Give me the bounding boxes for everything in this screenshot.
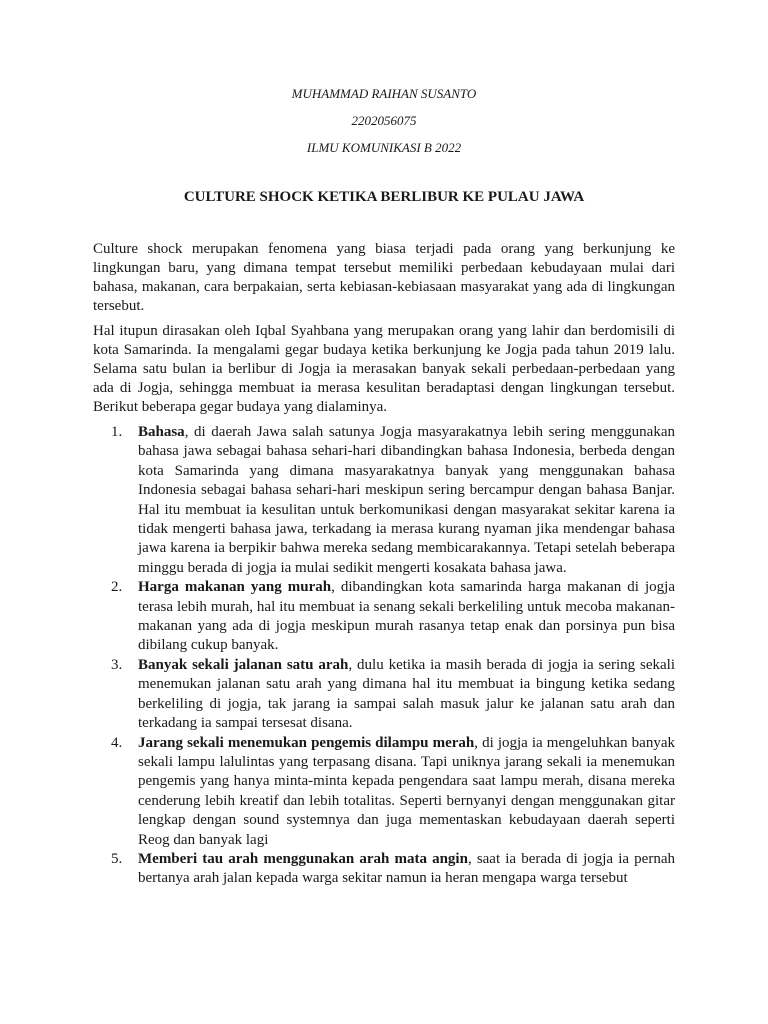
student-id: 2202056075 (351, 113, 417, 128)
list-number: 5. (111, 850, 123, 867)
paragraph-context: Hal itupun dirasakan oleh Iqbal Syahbana yang merupakan orang yang lahir dan berdomisili di kota Samarinda. Ia mengalami gegar budaya ketika berkunjung ke Jogja pada tahun 2019 lalu. Selama satu bulan ia berlibur di Jogja ia merasakan banyak sekali perbedaan-perbedaan yang ada di Jogja, sehingga membuat ia merasa kesulitan beradaptasi dengan lingkungan tersebut. Berikut beberapa gegar budaya yang dialaminya. (93, 323, 675, 415)
list-item (93, 423, 675, 578)
list-item (93, 656, 675, 734)
list-item-heading: Bahasa (138, 424, 185, 440)
list-item-heading: Memberi tau arah menggunakan arah mata angin (138, 850, 468, 867)
page-title: CULTURE SHOCK KETIKA BERLIBUR KE PULAU JAWA (183, 189, 585, 205)
author-name: MUHAMMAD RAIHAN SUSANTO (291, 86, 477, 101)
list-item (93, 578, 675, 656)
list-item-text: , di jogja ia mengeluhkan banyak sekali lampu lalulintas yang terpasang disana. Tapi uniknya jarang sekali ia menemukan pengemis yang hanya minta-minta kepada pengendara saat lampu merah, disana mereka cenderung lebih kreatif dan lebih totalitas. Seperti bernyanyi dengan menggunakan gitar lengkap dengan sound systemnya dan juga mementaskan kebudayaan daerah seperti Reog dan banyak lagi (138, 734, 675, 848)
culture-shock-list (93, 423, 675, 889)
list-item-text: , dulu ketika ia masih berada di jogja ia sering sekali menemukan jalanan satu arah yang dimana hal itu membuat ia bingung ketika sedang berkeliling di jogja, tak jarang ia sampai salah masuk jalur ke jalanan satu arah dan terkadang ia sampai tersesat disana. (138, 656, 676, 732)
list-number: 3. (111, 656, 123, 673)
list-number: 2. (111, 579, 123, 596)
list-item-heading: Jarang sekali menemukan pengemis dilampu merah (138, 734, 475, 751)
list-item (93, 734, 675, 850)
list-number: 1. (111, 424, 123, 440)
header-block (0, 86, 768, 167)
document-body (93, 240, 675, 889)
list-item-heading: Banyak sekali jalanan satu arah (138, 656, 349, 673)
paragraph-intro: Culture shock merupakan fenomena yang biasa terjadi pada orang yang berkunjung ke lingkungan baru, yang dimana tempat tersebut memiliki perbedaan kebudayaan mulai dari bahasa, makanan, cara berpakaian, serta kebiasan-kebiasaan masyarakat yang ada di lingkungan tersebut. (93, 241, 675, 314)
list-item-text: , di daerah Jawa salah satunya Jogja masyarakatnya lebih sering menggunakan bahasa jawa sebagai bahasa sehari-hari dibandingkan bahasa Indonesia, berbeda dengan kota Samarinda yang dimana masyarakatnya banyak yang menggunakan bahasa Indonesia sebagai bahasa sehari-hari meskipun sering bercampur dengan bahasa Banjar. Hal itu membuat ia kesulitan untuk berkomunikasi dengan masyarakat sekitar karena ia tidak mengerti bahasa jawa, terkadang ia merasa kurang nyaman jika mendengar bahasa jawa karena ia berpikir bahwa mereka sedang membicarakannya. Tetapi setelah beberapa minggu berada di jogja ia mulai sedikit mengerti kosakata bahasa jawa. (138, 424, 675, 576)
list-item-text: , saat ia berada di jogja ia pernah bertanya arah jalan kepada warga sekitar namun ia heran mengapa warga tersebut (138, 850, 675, 887)
class-name: ILMU KOMUNIKASI B 2022 (306, 140, 462, 155)
list-number: 4. (111, 734, 123, 751)
list-item-text: , dibandingkan kota samarinda harga makanan di jogja terasa lebih murah, hal itu membuat ia senang sekali berkeliling untuk mecoba makanan-makanan yang ada di jogja meskipun murah rasanya tetap enak dan porsinya pun bisa dibilang cukup banyak. (138, 579, 675, 654)
list-item (93, 850, 675, 889)
list-item-heading: Harga makanan yang murah (138, 579, 332, 596)
